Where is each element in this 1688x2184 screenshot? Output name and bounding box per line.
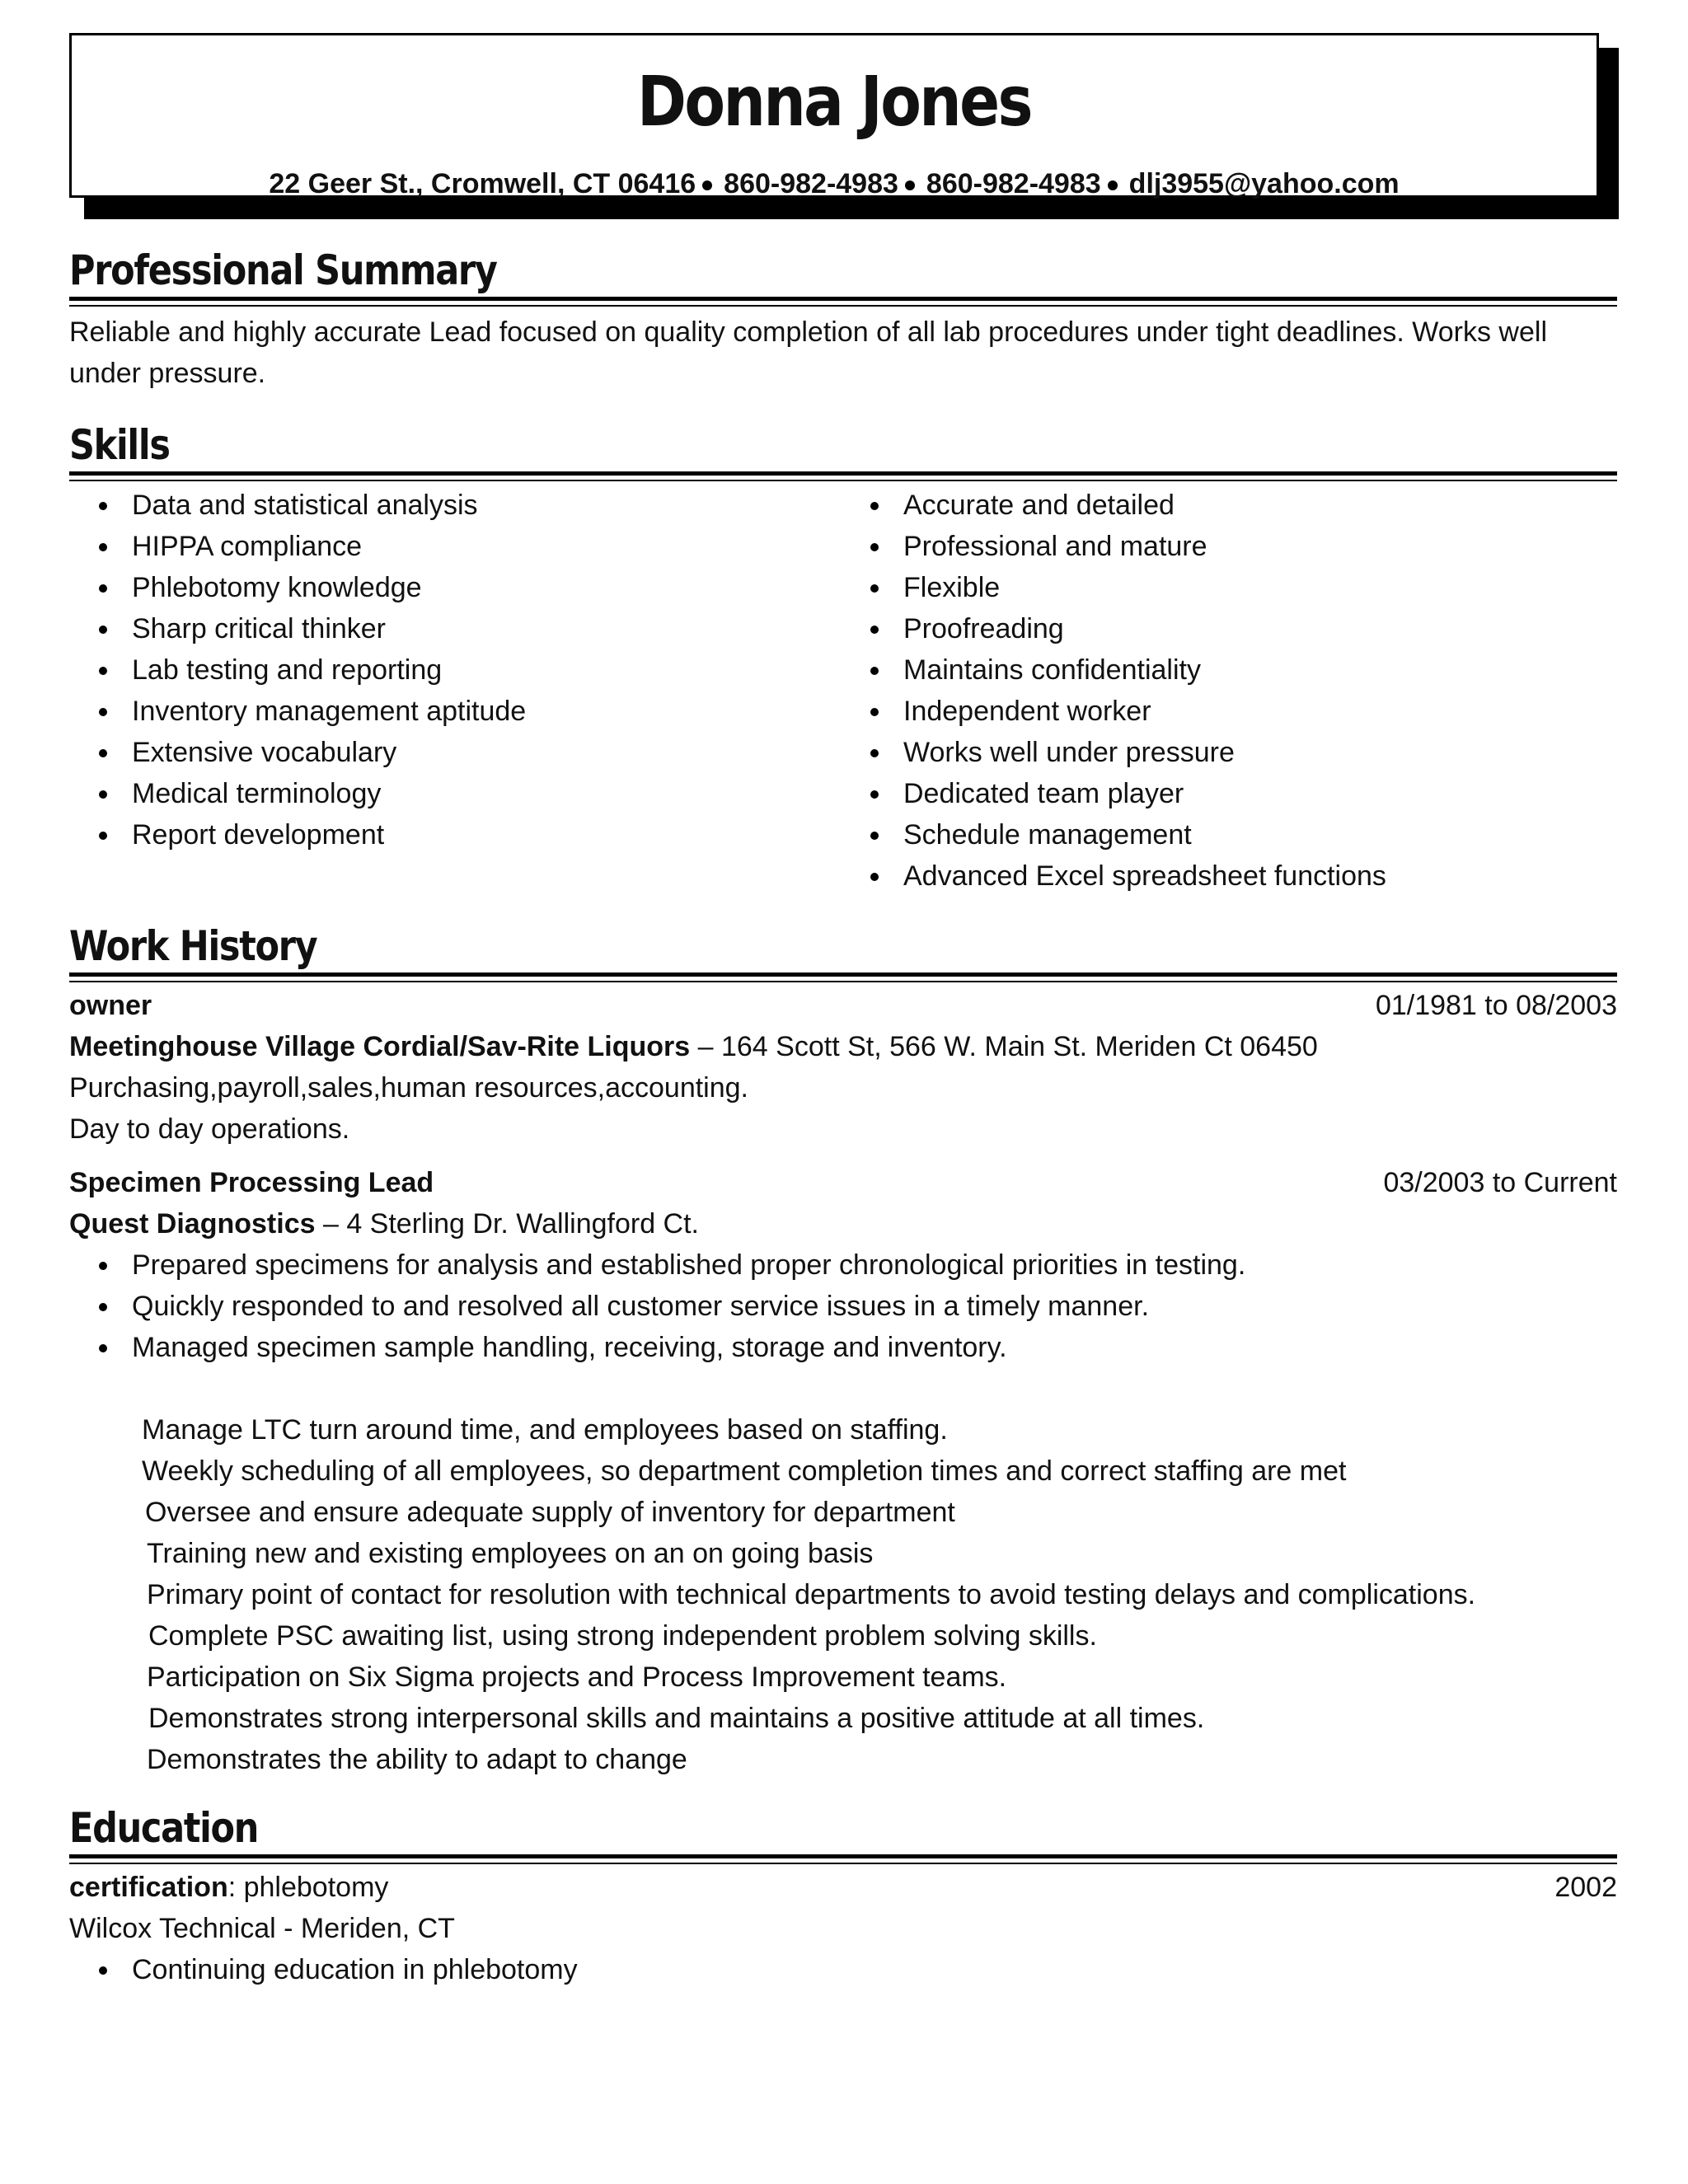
list-item: Extensive vocabulary (69, 732, 526, 773)
list-item: Quickly responded to and resolved all customer service issues in a timely manner. (69, 1286, 1245, 1327)
skills-heading: Skills (69, 421, 170, 469)
skills-rule (69, 471, 1617, 481)
list-item: Professional and mature (841, 526, 1386, 567)
education-rule (69, 1854, 1617, 1864)
list-item: Flexible (841, 567, 1386, 608)
list-item: Report development (69, 814, 526, 855)
company-location: – 4 Sterling Dr. Wallingford Ct. (315, 1208, 699, 1240)
job-duties (142, 1409, 1475, 1780)
company-name: Quest Diagnostics (69, 1208, 316, 1240)
job-bullets (69, 1244, 1245, 1368)
address: 22 Geer St., Cromwell, CT 06416 (269, 168, 696, 199)
list-item: Participation on Six Sigma projects and Process Improvement teams. (147, 1661, 1007, 1693)
job-employer (69, 1203, 699, 1244)
list-item: Maintains confidentiality (841, 649, 1386, 691)
list-item: Inventory management aptitude (69, 691, 526, 732)
candidate-name: Donna Jones (637, 61, 1031, 142)
bullet-separator (905, 180, 915, 190)
list-item: Demonstrates the ability to adapt to change (147, 1744, 687, 1775)
contact-line (72, 167, 1597, 200)
list-item: Accurate and detailed (841, 485, 1386, 526)
list-item: Phlebotomy knowledge (69, 567, 526, 608)
list-item: Medical terminology (69, 773, 526, 814)
list-item: Continuing education in phlebotomy (69, 1949, 578, 1990)
degree-type: certification (69, 1872, 228, 1903)
summary-text: Reliable and highly accurate Lead focused on quality completion of all lab procedures under tight deadlines. Works well under pressure. (69, 316, 1548, 389)
education-degree (69, 1867, 388, 1908)
school-name: Wilcox Technical - Meriden, CT (69, 1913, 455, 1944)
education-bullets (69, 1949, 578, 1990)
header-box (69, 33, 1599, 198)
education-heading: Education (69, 1804, 259, 1852)
list-item: Lab testing and reporting (69, 649, 526, 691)
list-item: Proofreading (841, 608, 1386, 649)
skills-list-left (69, 485, 526, 855)
list-item: Advanced Excel spreadsheet functions (841, 855, 1386, 897)
email-link[interactable]: dlj3955@yahoo.com (1128, 168, 1400, 199)
list-item: Training new and existing employees on an on going basis (147, 1538, 874, 1569)
bullet-separator (702, 180, 712, 190)
job-dates: 01/1981 to 08/2003 (1375, 990, 1617, 1021)
list-item: Works well under pressure (841, 732, 1386, 773)
list-item: Schedule management (841, 814, 1386, 855)
list-item: Oversee and ensure adequate supply of inventory for department (145, 1497, 955, 1528)
list-item: Primary point of contact for resolution with technical departments to avoid testing delays and complications. (147, 1579, 1476, 1610)
job-description (69, 1067, 748, 1150)
degree-field: : phlebotomy (227, 1872, 389, 1903)
list-item: Dedicated team player (841, 773, 1386, 814)
work-history-rule (69, 972, 1617, 982)
list-item: Data and statistical analysis (69, 485, 526, 526)
list-item: Sharp critical thinker (69, 608, 526, 649)
list-item: Managed specimen sample handling, receiving, storage and inventory. (69, 1327, 1245, 1368)
job-title: Specimen Processing Lead (69, 1167, 434, 1198)
list-item: Independent worker (841, 691, 1386, 732)
bullet-separator (1108, 180, 1118, 190)
list-item: Weekly scheduling of all employees, so department completion times and correct staffing are met (142, 1455, 1347, 1487)
company-name: Meetinghouse Village Cordial/Sav-Rite Liquors (69, 1031, 691, 1062)
summary-heading: Professional Summary (69, 246, 497, 294)
list-item: Manage LTC turn around time, and employees based on staffing. (142, 1414, 948, 1446)
header (69, 33, 1619, 219)
job-employer (69, 1026, 1318, 1067)
list-item: Day to day operations. (69, 1113, 350, 1145)
company-location: – 164 Scott St, 566 W. Main St. Meriden Ct 06450 (690, 1031, 1318, 1062)
phone-primary: 860-982-4983 (724, 168, 898, 199)
work-history-heading: Work History (69, 922, 317, 970)
job-dates: 03/2003 to Current (1383, 1167, 1617, 1198)
list-item: HIPPA compliance (69, 526, 526, 567)
list-item: Demonstrates strong interpersonal skills and maintains a positive attitude at all times. (148, 1703, 1205, 1734)
education-year: 2002 (1554, 1872, 1617, 1903)
skills-list-right (841, 485, 1386, 897)
phone-secondary: 860-982-4983 (926, 168, 1101, 199)
list-item: Complete PSC awaiting list, using strong independent problem solving skills. (148, 1620, 1097, 1652)
summary-rule (69, 297, 1617, 307)
list-item: Prepared specimens for analysis and established proper chronological priorities in testing. (69, 1244, 1245, 1286)
job-title: owner (69, 990, 152, 1021)
list-item: Purchasing,payroll,sales,human resources,accounting. (69, 1072, 749, 1104)
